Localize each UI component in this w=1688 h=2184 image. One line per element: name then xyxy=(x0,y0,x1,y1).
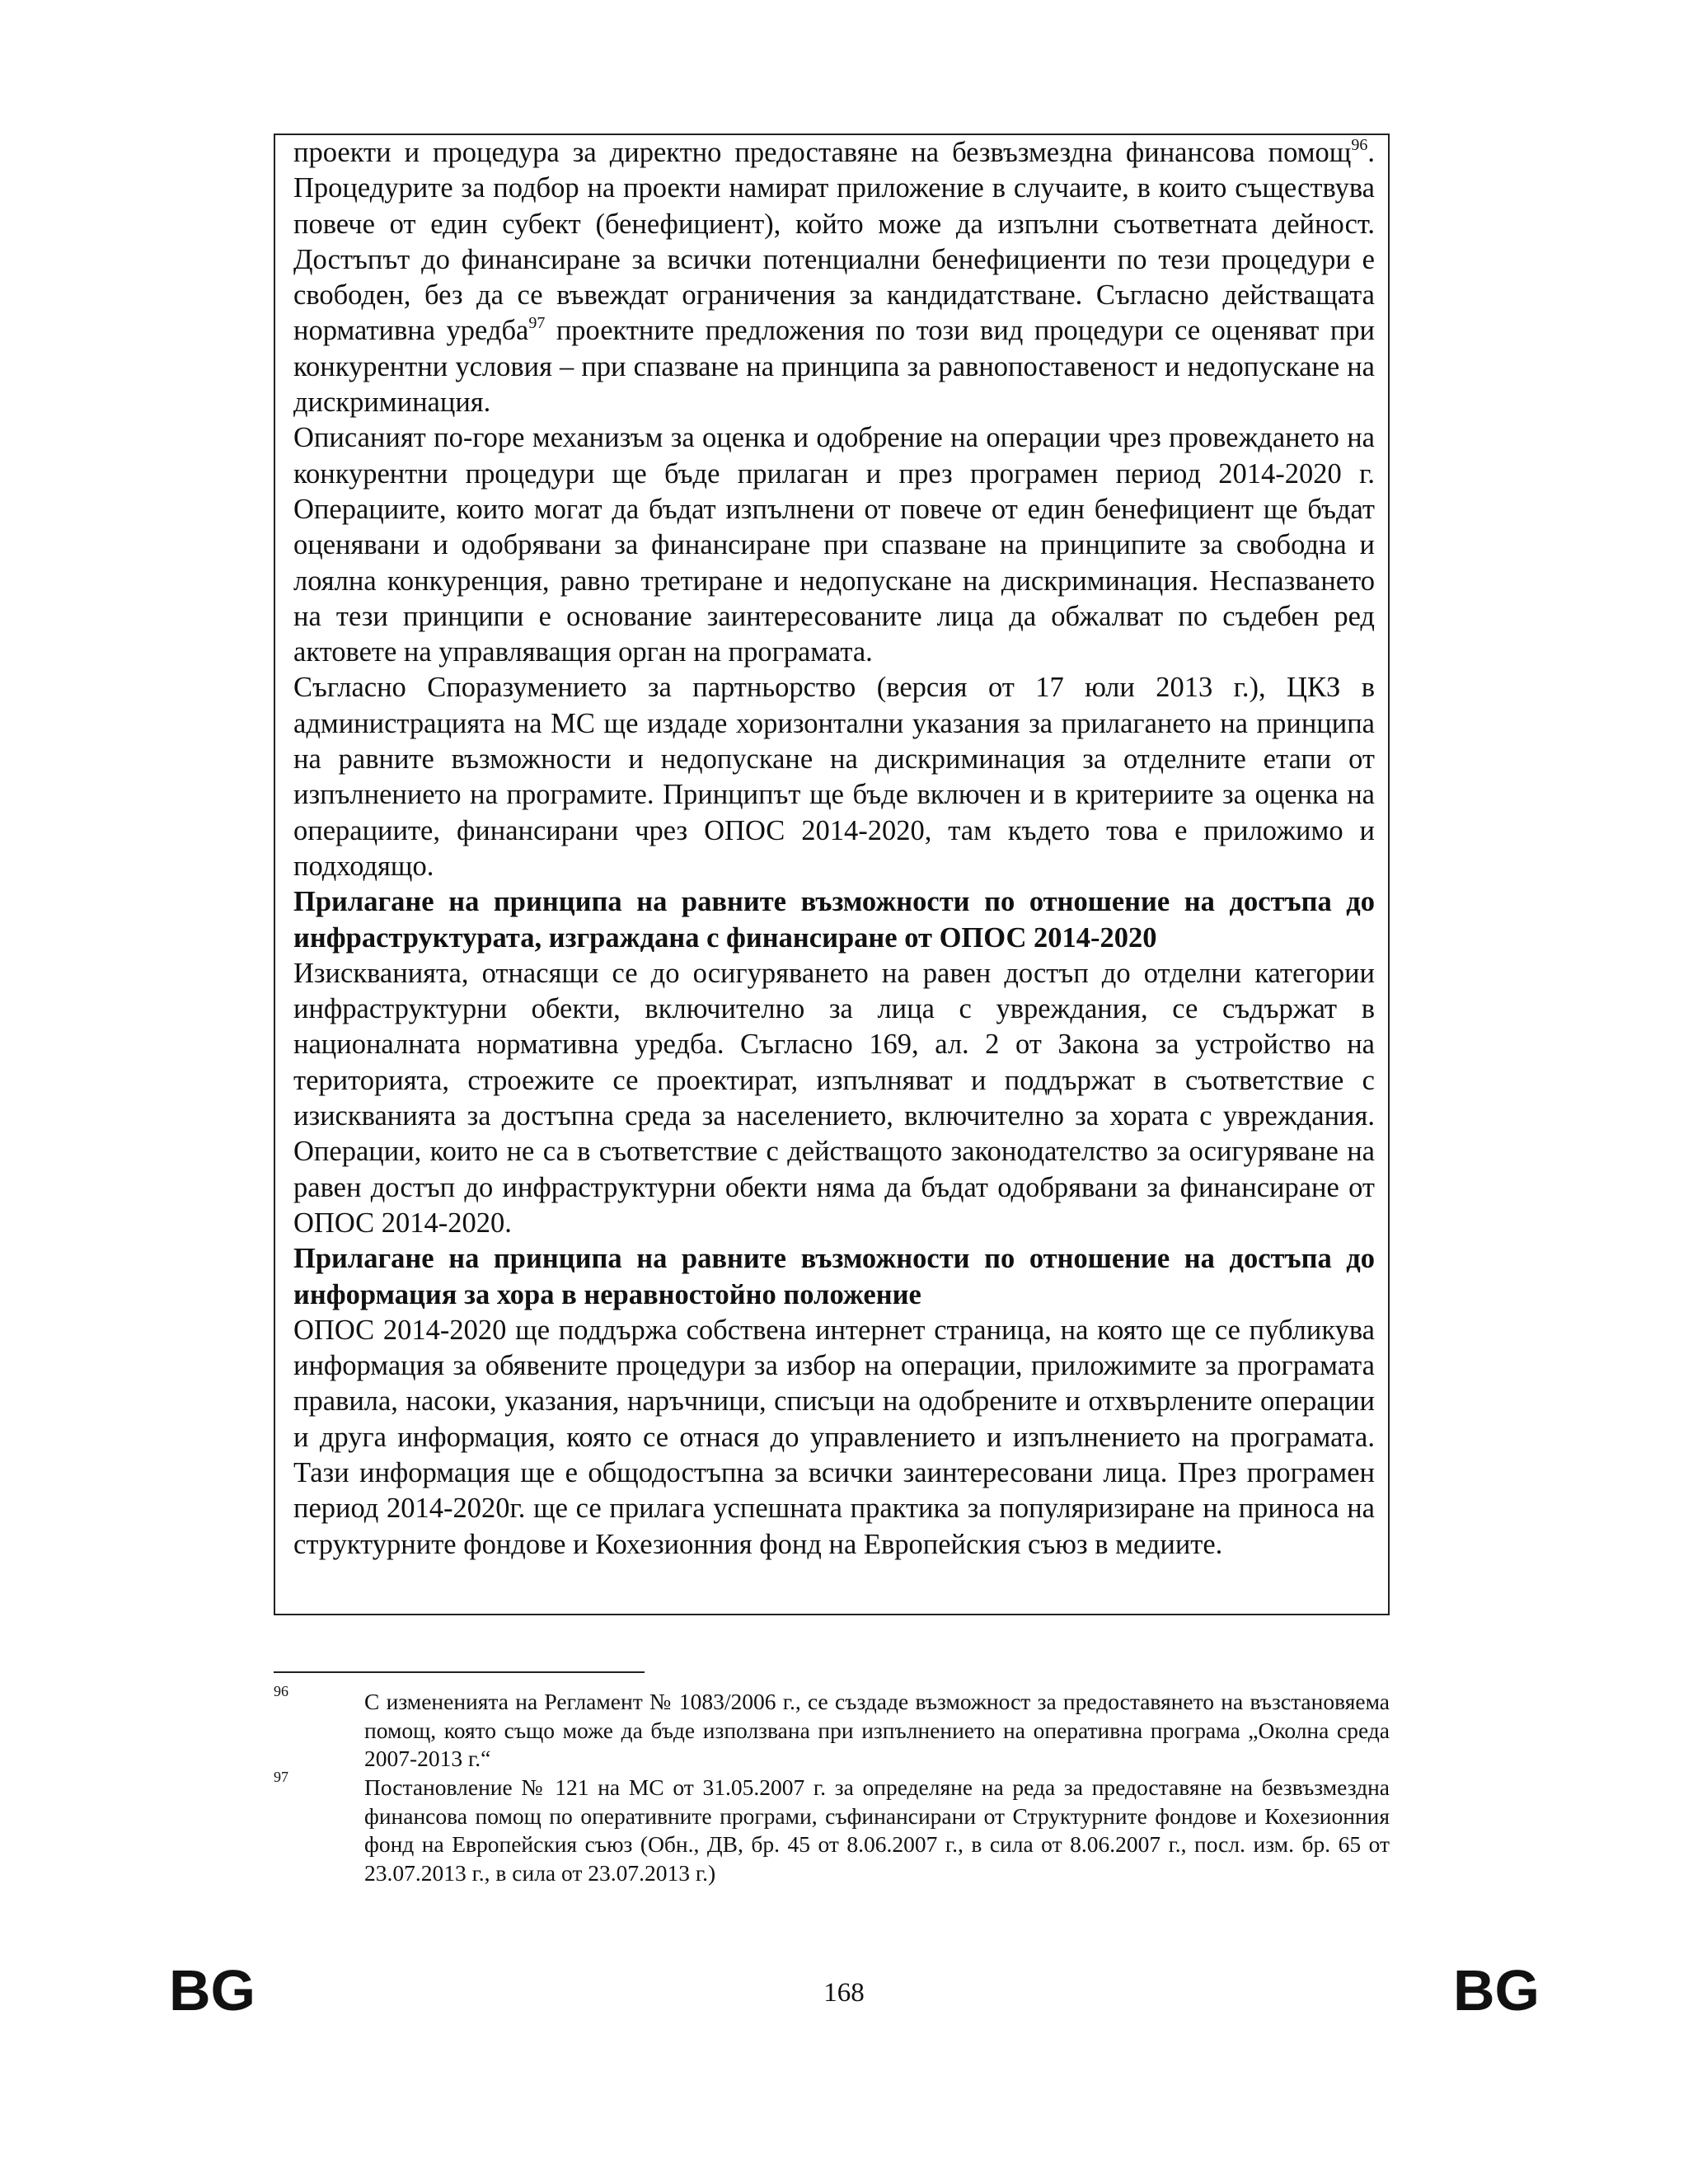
footnote-ref-96[interactable]: 96 xyxy=(1351,136,1368,154)
paragraph-procedures-text-c: проектните предложения по този вид процедури се оценяват при конкурентни условия – при спазване на принципа за равнопоставеност и недопускане на дискриминация. xyxy=(293,315,1375,419)
footnote-number: 96 xyxy=(274,1683,288,1699)
heading-information-access: Прилагане на принципа на равните възможности по отношение на достъпа до информация за хора в неравностойно положение xyxy=(293,1243,1375,1310)
paragraph-mechanism: Описаният по-горе механизъм за оценка и одобрение на операции чрез провеждането на конкурентни процедури ще бъде прилаган и през програмен период 2014-2020 г. Операциите, които могат да бъдат изпълнени от повече от един бенефициент ще бъдат оценявани и одобрявани за финансиране при спазване на принципите за свободна и лоялна конкуренция, равно третиране и недопускане на дискриминация. Неспазването на тези принципи е основание заинтересованите лица да обжалват по съдебен ред актовете на управляващия орган на програмата. xyxy=(293,422,1375,668)
paragraph-infrastructure: Изискванията, отнасящи се до осигуряването на равен достъп до отделни категории инфраструктурни обекти, включително за лица с увреждания, се съдържат в националната нормативна уредба. Съгласно 169, ал. 2 от Закона за устройство на територията, строежите се проектират, изпълняват и поддържат в съответствие с изискванията за достъпна среда за населението, включително за хората с увреждания. Операции, които не са в съответствие с действащото законодателство за осигуряване на равен достъп до инфраструктурни обекти няма да бъдат одобрявани за финансиране от ОПОС 2014-2020. xyxy=(293,957,1375,1239)
footnote-97 xyxy=(274,1769,1390,1887)
footnote-ref-97[interactable]: 97 xyxy=(528,314,546,333)
paragraph-partnership: Съгласно Споразумението за партньорство (версия от 17 юли 2013 г.), ЦКЗ в администрацията на МС ще издаде хоризонтални указания за прилагането на принципа на равните възможности и недопускане на дискриминация за отделните етапи от изпълнението на програмите. Принципът ще бъде включен и в критериите за оценка на операциите, финансирани чрез ОПОС 2014-2020, там където това е приложимо и подходящо. xyxy=(293,672,1375,882)
heading-infrastructure-access: Прилагане на принципа на равните възможности по отношение на достъпа до инфраструктурата, изграждана с финансиране от ОПОС 2014-2020 xyxy=(293,886,1375,954)
footnote-text: С измененията на Регламент № 1083/2006 г., се създаде възможност за предоставянето на възстановяема помощ, която също може да бъде използвана при изпълнението на оперативна програма „Околна среда 2007-2013 г.“ xyxy=(364,1689,1390,1771)
footnote-text: Постановление № 121 на МС от 31.05.2007 г. за определяне на реда за предоставяне на безвъзмездна финансова помощ по оперативните програми, съфинансирани от Структурните фондове и Кохезионния фонд на Европейския съюз (Обн., ДВ, бр. 45 от 8.06.2007 г., в сила от 8.06.2007 г., посл. изм. бр. 65 от 23.07.2013 г., в сила от 23.07.2013 г.) xyxy=(364,1774,1390,1886)
language-mark-left: BG xyxy=(169,1958,256,2022)
paragraph-procedures-text-b: . Процедурите за подбор на проекти намират приложение в случаите, в които съществува повече от един субект (бенефициент), който може да изпълни съответната дейност. Достъпът до финансиране за всички потенциални бенефициенти по тези процедури е свободен, без да се въвеждат ограничения за кандидатстване. Съгласно действащата нормативна уредба xyxy=(293,137,1375,347)
page-number: 168 xyxy=(823,1978,865,2008)
footnote-number: 97 xyxy=(274,1769,288,1785)
paragraph-procedures xyxy=(293,135,1375,420)
main-text-box xyxy=(274,134,1390,1615)
footnote-96 xyxy=(274,1683,1390,1774)
paragraph-procedures-text-a: проекти и процедура за директно предоставяне на безвъзмездна финансова помощ xyxy=(293,137,1352,168)
paragraph-information: ОПОС 2014-2020 ще поддържа собствена интернет страница, на която ще се публикува информация за обявените процедури за избор на операции, приложимите за програмата правила, насоки, указания, наръчници, списъци на одобрените и отхвърлените операции и друга информация, която се отнася до управлението и изпълнението на програмата. Тази информация ще е общодостъпна за всички заинтересовани лица. През програмен период 2014-2020г. ще се прилага успешната практика за популяризиране на приноса на структурните фондове и Кохезионния фонд на Европейския съюз в медиите. xyxy=(293,1314,1375,1560)
language-mark-right: BG xyxy=(1453,1958,1540,2022)
footnote-separator xyxy=(274,1671,645,1673)
